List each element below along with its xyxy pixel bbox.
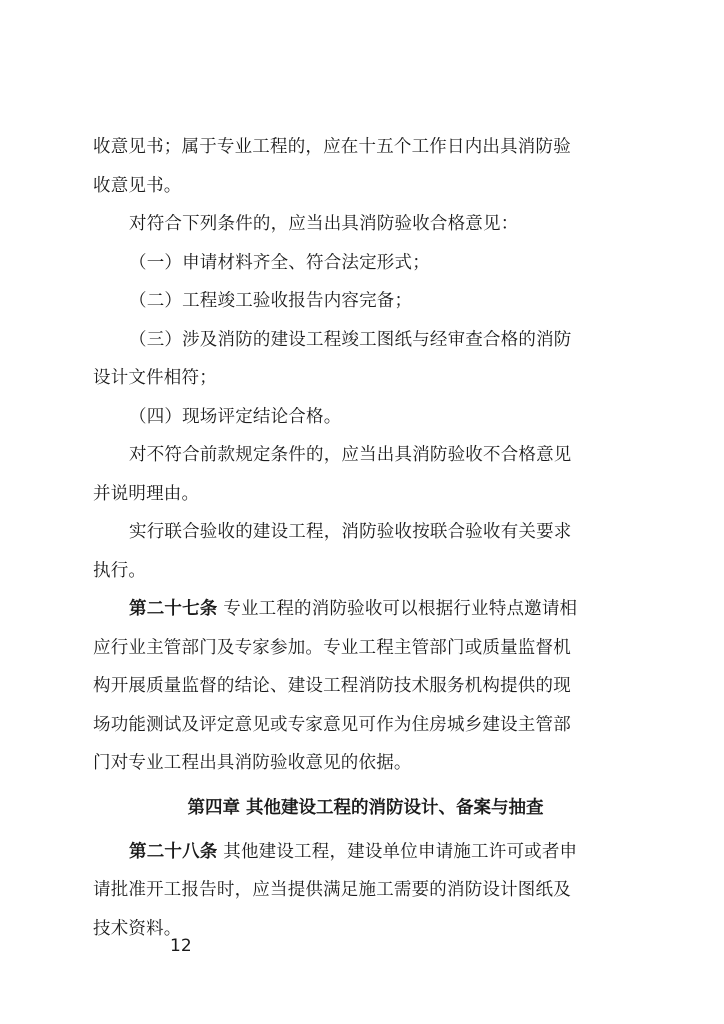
text-line: 对符合下列条件的，应当出具消防验收合格意见： [129, 214, 519, 234]
list-item: （一）申请材料齐全、符合法定形式； [129, 252, 430, 273]
list-item: （二）工程竣工验收报告内容完备； [129, 291, 413, 311]
text-line: 场功能测试及评定意见或专家意见可作为住房城乡建设主管部 [93, 714, 571, 735]
article-27-first-line [93, 590, 638, 629]
text-line: 对不符合前款规定条件的，应当出具消防验收不合格意见 [129, 445, 572, 465]
text-line: 收意见书。 [93, 175, 182, 196]
chapter-title: 第四章 其他建设工程的消防设计、备案与抽查 [187, 797, 544, 818]
text-line: 应行业主管部门及专家参加。专业工程主管部门或质量监督机 [93, 637, 571, 658]
page-number: 12 [170, 936, 192, 956]
article-27-heading: 第二十七条 [129, 599, 218, 619]
text-line: 技术资料。 [93, 918, 182, 939]
list-item: （四）现场评定结论合格。 [129, 406, 342, 427]
text-line: 门对专业工程出具消防验收意见的依据。 [93, 753, 412, 773]
text-line: 设计文件相符； [93, 368, 217, 388]
text-line: 请批准开工报告时，应当提供满足施工需要的消防设计图纸及 [93, 880, 571, 900]
text-line: 收意见书；属于专业工程的，应在十五个工作日内出具消防验 [93, 137, 571, 157]
article-28-heading: 第二十八条 [129, 841, 218, 862]
list-item: （三）涉及消防的建设工程竣工图纸与经审查合格的消防 [129, 329, 572, 350]
article-27-text: 专业工程的消防验收可以根据行业特点邀请相 [217, 599, 578, 619]
article-28-text: 其他建设工程，建设单位申请施工许可或者申 [217, 841, 578, 862]
text-line: 构开展质量监督的结论、建设工程消防技术服务机构提供的现 [93, 676, 571, 696]
body-text [93, 128, 638, 948]
text-line: 实行联合验收的建设工程，消防验收按联合验收有关要求 [129, 522, 572, 542]
text-line: 并说明理由。 [93, 483, 200, 504]
article-28-first-line [93, 833, 638, 872]
text-line: 执行。 [93, 560, 147, 581]
